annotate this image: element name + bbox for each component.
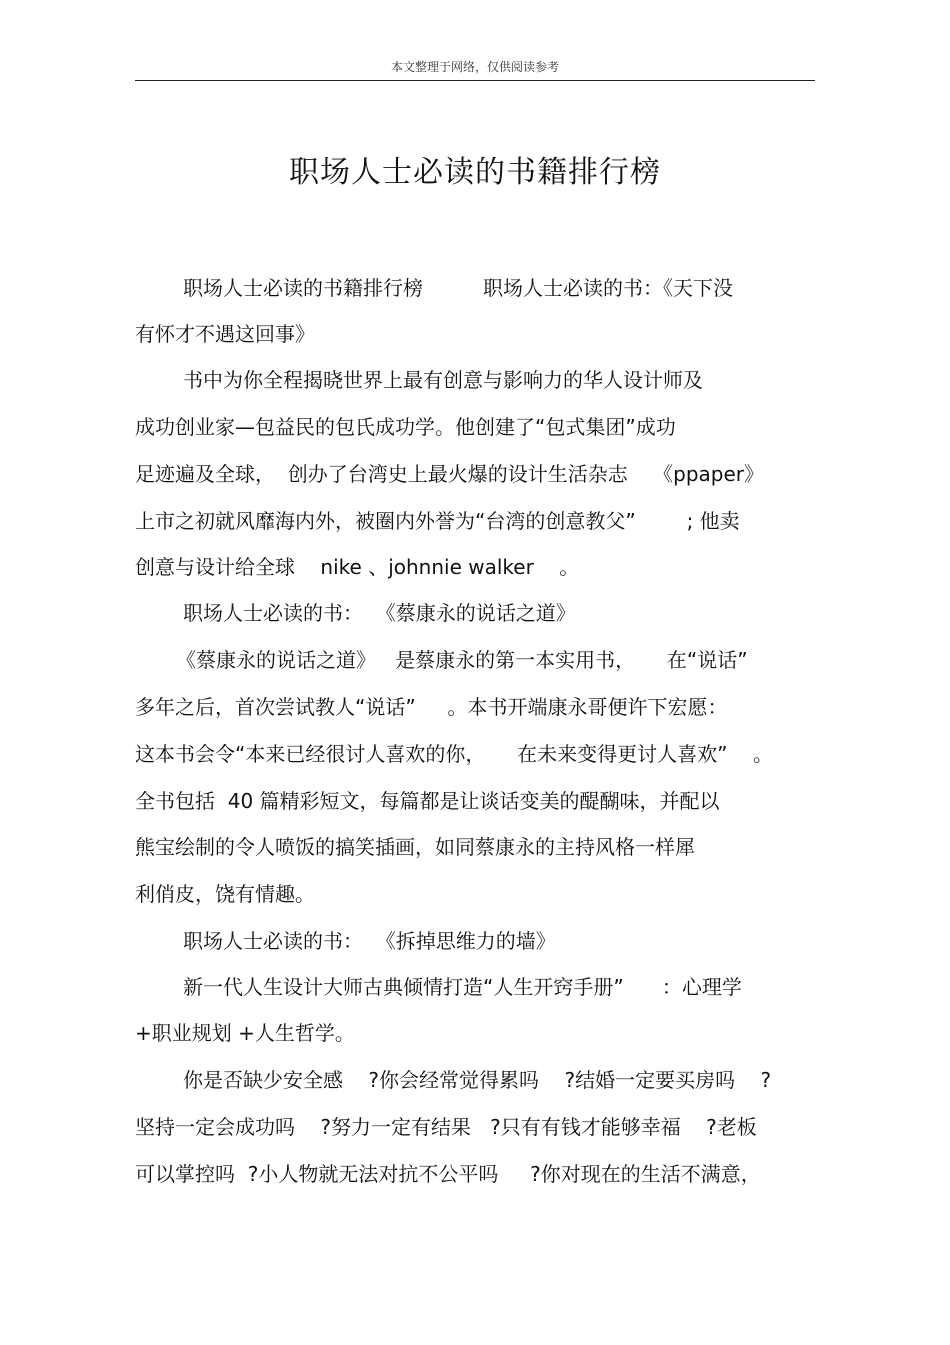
- body-line: 有怀才不遇这回事》: [135, 322, 315, 346]
- body-line: 坚持一定会成功吗 ?努力一定有结果 ?只有有钱才能够幸福 ?老板: [135, 1115, 757, 1139]
- body-line: 职场人士必读的书： 《拆掉思维力的墙》: [183, 929, 556, 953]
- body-line: 成功创业家—包益民的包氏成功学。他创建了“包式集团”成功: [135, 415, 676, 439]
- body-line: +职业规划 +人生哲学。: [135, 1021, 355, 1045]
- body-line: 熊宝绘制的令人喷饭的搞笑插画，如同蔡康永的主持风格一样犀: [135, 835, 695, 859]
- body-line: 上市之初就风靡海内外，被圈内外誉为“台湾的创意教父” ; 他卖: [135, 509, 740, 533]
- document-title: 职场人士必读的书籍排行榜: [289, 155, 661, 190]
- body-line: 足迹遍及全球， 创办了台湾史上最火爆的设计生活杂志 《ppaper》: [135, 462, 765, 486]
- body-line: 新一代人生设计大师古典倾情打造“人生开窍手册” ：心理学: [183, 975, 742, 999]
- body-line: 利俏皮，饶有情趣。: [135, 882, 315, 906]
- body-line: 《蔡康永的说话之道》 是蔡康永的第一本实用书， 在“说话”: [176, 648, 748, 672]
- body-line: 职场人士必读的书： 《蔡康永的说话之道》: [183, 601, 576, 625]
- body-line: 书中为你全程揭晓世界上最有创意与影响力的华人设计师及: [183, 368, 703, 392]
- body-line: 多年之后，首次尝试教人“说话” 。本书开端康永哥便许下宏愿：: [135, 695, 728, 719]
- header-text: 本文整理于网络，仅供阅读参考: [390, 60, 559, 74]
- body-line: 职场人士必读的书籍排行榜 职场人士必读的书：《天下没: [183, 276, 733, 300]
- body-line: 这本书会令“本来已经很讨人喜欢的你， 在未来变得更讨人喜欢” 。: [135, 742, 773, 766]
- header-divider: [135, 80, 815, 81]
- body-line: 全书包括 40 篇精彩短文，每篇都是让谈话变美的醍醐味，并配以: [135, 789, 720, 813]
- body-line: 你是否缺少安全感 ?你会经常觉得累吗 ?结婚一定要买房吗 ?: [183, 1068, 772, 1092]
- body-line: 创意与设计给全球 nike 、johnnie walker 。: [135, 555, 580, 579]
- body-line: 可以掌控吗 ?小人物就无法对抗不公平吗 ?你对现在的生活不满意，: [135, 1162, 761, 1186]
